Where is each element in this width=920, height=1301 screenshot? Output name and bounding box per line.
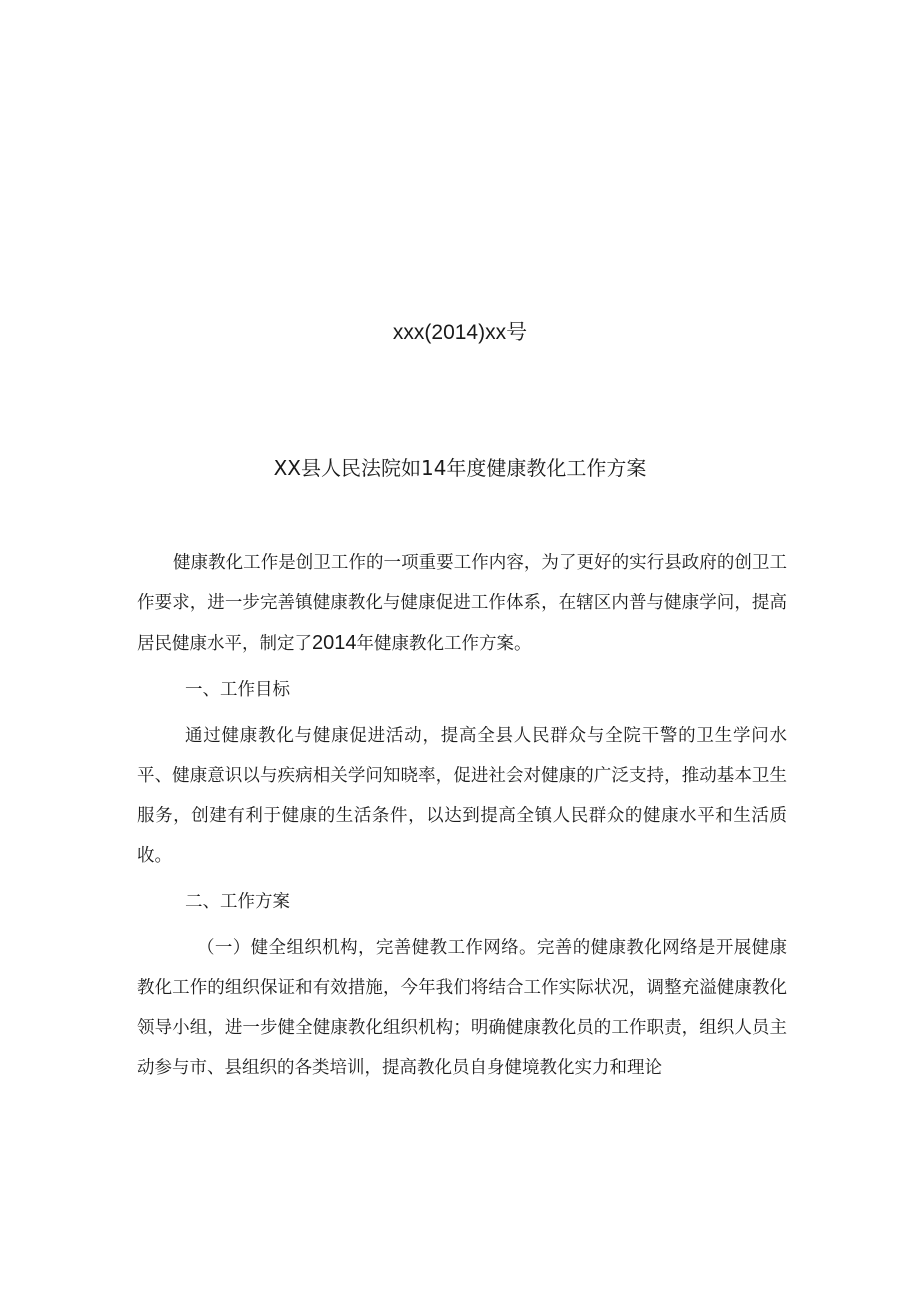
plan-item-1-paragraph: （一）健全组织机构，完善健教工作网络。完善的健康教化网络是开展健康教化工作的组织保证和有效措施，今年我们将结合工作实际状况，调整充溢健康教化领导小组，进一步健全健康教化组织机构；明确健康教化员的工作职责，组织人员主动参与市、县组织的各类培训，提高教化员自身健境教化实力和理论 <box>137 938 787 1078</box>
document-number: xxx(2014)xx号 <box>392 321 528 344</box>
intro-text-end: 年健康教化工作方案。 <box>356 634 532 654</box>
intro-year: 2014 <box>312 632 357 654</box>
intro-paragraph <box>137 543 787 664</box>
intro-text: 健康教化工作是创卫工作的一项重要工作内容，为了更好的实行县政府的创卫工作要求，进一步完善镇健康教化与健康促进工作体系，在辖区内普与健康学问，提高居民健康水平，制定了 <box>137 553 787 654</box>
document-body <box>137 543 787 1094</box>
section-heading-goals: 一、工作目标 <box>185 680 290 700</box>
goals-paragraph: 通过健康教化与健康促进活动，提高全县人民群众与全院干警的卫生学问水平、健康意识以与疾病相关学问知晓率，促进社会对健康的广泛支持，推动基本卫生服务，创建有利于健康的生活条件，以达到提高全镇人民群众的健康水平和生活质收。 <box>137 726 787 866</box>
section-heading-plan: 二、工作方案 <box>185 892 290 912</box>
document-title: XX县人民法院如14年度健康教化工作方案 <box>273 456 647 480</box>
